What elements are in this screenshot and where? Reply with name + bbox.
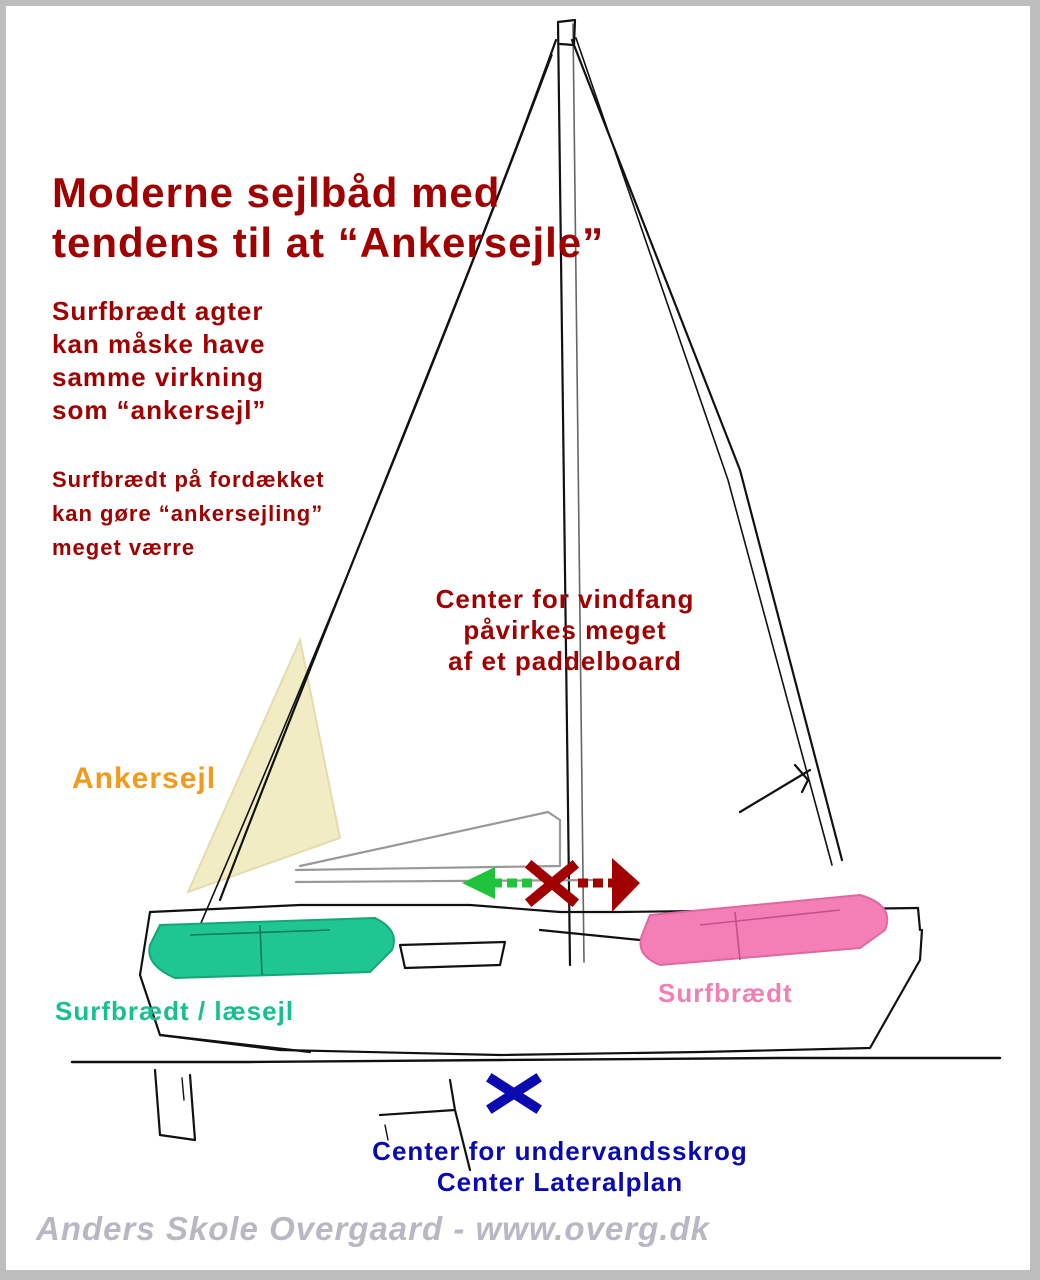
note-surfboard-fore: [52, 463, 325, 565]
wind-center-label: [340, 584, 790, 677]
title-line-1: Moderne sejlbåd med: [52, 169, 501, 216]
lateral-center-label: [240, 1136, 880, 1198]
surfboard-fore-label: Surfbrædt: [658, 978, 793, 1008]
lateral-center-marker: [493, 1080, 535, 1107]
wind-line: af et paddelboard: [448, 646, 682, 676]
rudder: [155, 1070, 195, 1140]
wind-center-marker: [532, 867, 572, 900]
note-line: meget værre: [52, 535, 196, 560]
title: [52, 168, 604, 268]
note-line: Surfbrædt agter: [52, 296, 264, 326]
surfboard-aft-label: Surfbrædt / læsejl: [55, 996, 295, 1026]
note-line: kan gøre “ankersejling”: [52, 501, 324, 526]
anchor-sail-label: Ankersejl: [72, 762, 217, 795]
note-line: samme virkning: [52, 362, 264, 392]
note-line: kan måske have: [52, 329, 266, 359]
forestay: [572, 40, 842, 860]
wind-line: påvirkes meget: [463, 615, 667, 645]
title-line-2: tendens til at “Ankersejle”: [52, 219, 605, 266]
arrow-fore: [578, 858, 640, 912]
note-surfboard-aft: [52, 295, 266, 427]
waterline: [72, 1058, 1000, 1062]
note-line: som “ankersejl”: [52, 395, 267, 425]
arrow-aft: [462, 867, 532, 899]
wind-line: Center for vindfang: [435, 584, 695, 614]
signature: Anders Skole Overgaard - www.overg.dk: [36, 1210, 710, 1247]
note-line: Surfbrædt på fordækket: [52, 467, 325, 492]
surfboard-fore-shape: [640, 895, 887, 965]
clp-line: Center for undervandsskrog: [372, 1136, 748, 1166]
clp-line: Center Lateralplan: [436, 1167, 684, 1197]
surfboard-aft-shape: [149, 918, 394, 978]
